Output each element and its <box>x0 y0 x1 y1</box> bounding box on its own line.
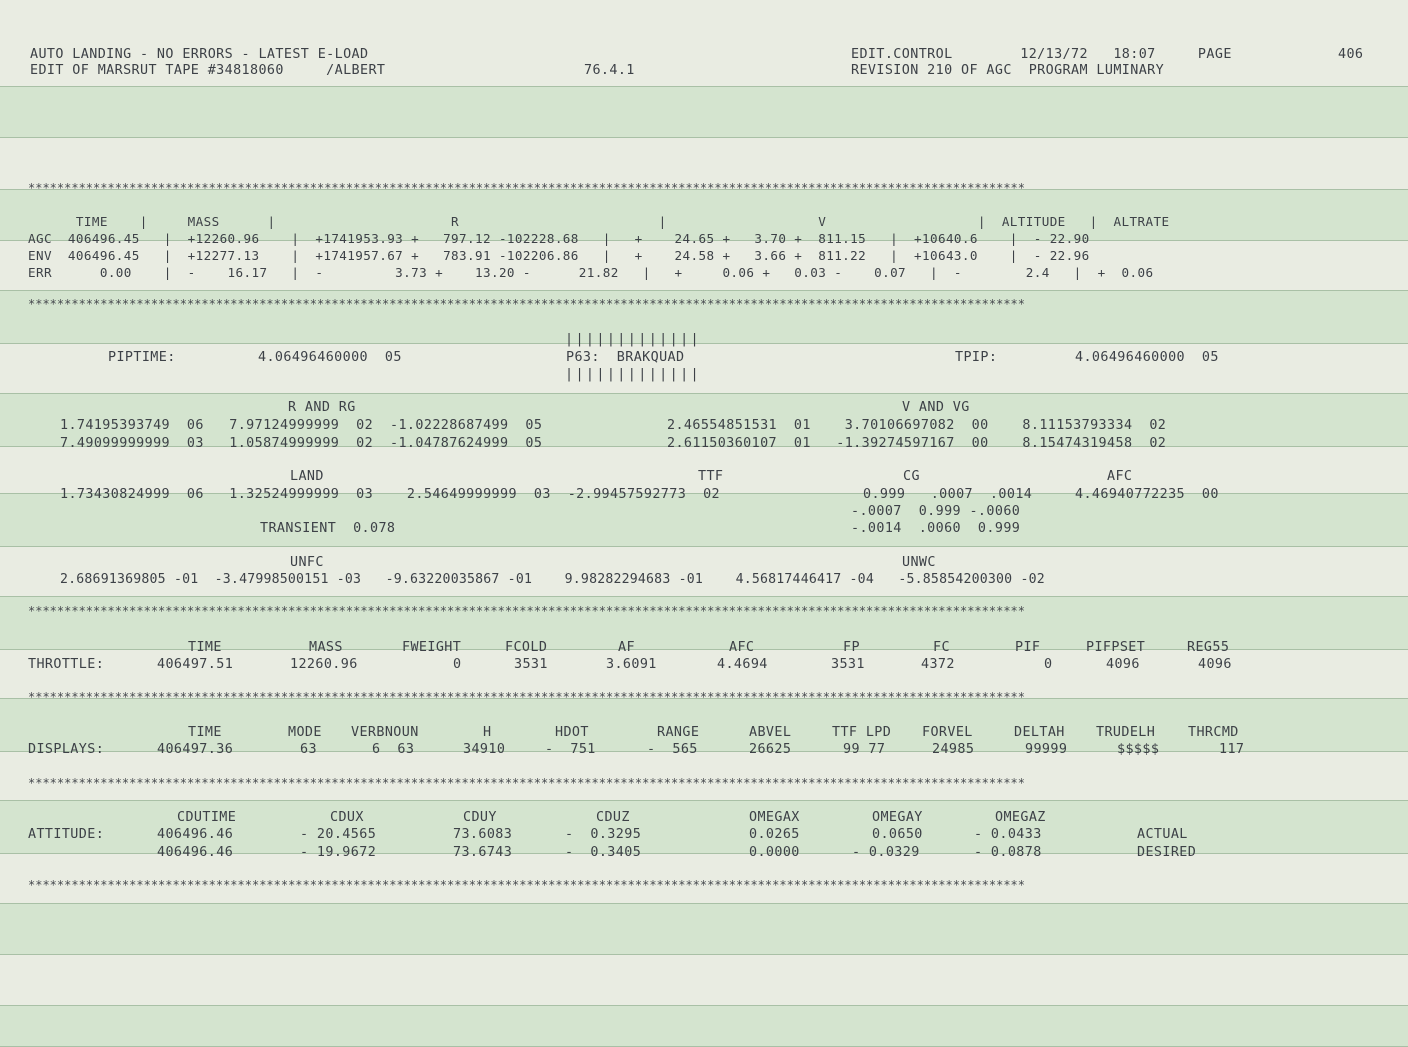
afc-value: 4.46940772235 00 <box>1075 487 1219 502</box>
piptime-value: 4.06496460000 05 <box>258 350 402 365</box>
pip-bars-bottom: ||||||||||||| <box>565 367 702 382</box>
displays-value-trudelh: $$$$$ <box>1117 742 1160 757</box>
v-and-vg-row1: 2.46554851531 01 3.70106697082 00 8.11153793334 02 <box>667 418 1167 433</box>
displays-header-abvel: ABVEL <box>749 725 792 740</box>
throttle-header-mass: MASS <box>309 640 343 655</box>
throttle-header-pif: PIF <box>1015 640 1041 655</box>
attitude-desired-omegax: 0.0000 <box>749 845 800 860</box>
displays-header-time: TIME <box>188 725 222 740</box>
throttle-header-fp: FP <box>843 640 860 655</box>
asterisk-separator: ****************************************************************************************************************************************** <box>28 605 1025 617</box>
asterisk-separator: ****************************************************************************************************************************************** <box>28 298 1025 310</box>
throttle-header-fc: FC <box>933 640 950 655</box>
attitude-actual-cduz: - 0.3295 <box>565 827 642 842</box>
ttf-label: TTF <box>698 469 724 484</box>
displays-value-range: - 565 <box>647 742 698 757</box>
header-left-line1: AUTO LANDING - NO ERRORS - LATEST E-LOAD <box>30 47 369 62</box>
paper-band <box>0 903 1408 955</box>
asterisk-separator: ****************************************************************************************************************************************** <box>28 777 1025 789</box>
attitude-desired-cduy: 73.6743 <box>453 845 513 860</box>
attitude-desired-omegay: - 0.0329 <box>852 845 920 860</box>
attitude-header-cduy: CDUY <box>463 810 497 825</box>
attitude-actual-time: 406496.46 <box>157 827 234 842</box>
asterisk-separator: ****************************************************************************************************************************************** <box>28 879 1025 891</box>
attitude-actual-omegax: 0.0265 <box>749 827 800 842</box>
displays-value-deltah: 99999 <box>1025 742 1068 757</box>
displays-value-hdot: - 751 <box>545 742 596 757</box>
throttle-value-fp: 3531 <box>831 657 865 672</box>
throttle-value-pif: 0 <box>1044 657 1053 672</box>
attitude-desired-omegaz: - 0.0878 <box>974 845 1042 860</box>
displays-header-forvel: FORVEL <box>922 725 973 740</box>
tpip-value: 4.06496460000 05 <box>1075 350 1219 365</box>
v-and-vg-row2: 2.61150360107 01 -1.39274597167 00 8.15474319458 02 <box>667 436 1167 451</box>
throttle-header-reg55: REG55 <box>1187 640 1230 655</box>
throttle-label: THROTTLE: <box>28 657 105 672</box>
throttle-header-af: AF <box>618 640 635 655</box>
state-row-err: ERR 0.00 | - 16.17 | - 3.73 + 13.20 - 21.82 | + 0.06 + 0.03 - 0.07 | - 2.4 | + 0.06 <box>28 265 1154 280</box>
throttle-value-fweight: 0 <box>453 657 462 672</box>
displays-value-h: 34910 <box>463 742 506 757</box>
transient-label: TRANSIENT 0.078 <box>260 521 396 536</box>
displays-header-deltah: DELTAH <box>1014 725 1065 740</box>
paper-band <box>0 86 1408 138</box>
displays-value-ttf-lpd: 99 77 <box>843 742 886 757</box>
attitude-actual-cduy: 73.6083 <box>453 827 513 842</box>
afc-label: AFC <box>1107 469 1133 484</box>
header-right-line2: REVISION 210 OF AGC PROGRAM LUMINARY <box>851 63 1165 78</box>
displays-header-verbnoun: VERBNOUN <box>351 725 419 740</box>
throttle-value-time: 406497.51 <box>157 657 234 672</box>
cg-label: CG <box>903 469 920 484</box>
header-left-line2: EDIT OF MARSRUT TAPE #34818060 /ALBERT <box>30 63 386 78</box>
unwc-label: UNWC <box>902 555 936 570</box>
attitude-actual-cdux: - 20.4565 <box>300 827 377 842</box>
displays-header-ttf-lpd: TTF LPD <box>832 725 892 740</box>
displays-value-thrcmd: 117 <box>1219 742 1245 757</box>
throttle-header-time: TIME <box>188 640 222 655</box>
attitude-label: ATTITUDE: <box>28 827 105 842</box>
pip-bars-top: ||||||||||||| <box>565 332 702 347</box>
throttle-value-af: 3.6091 <box>606 657 657 672</box>
unfc-row: 2.68691369805 -01 -3.47998500151 -03 -9.63220035867 -01 9.98282294683 -01 4.56817446417 -04 -5.85854200300 -02 <box>60 572 1045 587</box>
page-number: 406 <box>1338 47 1364 62</box>
displays-value-forvel: 24985 <box>932 742 975 757</box>
attitude-desired-cdux: - 19.9672 <box>300 845 377 860</box>
throttle-value-mass: 12260.96 <box>290 657 358 672</box>
displays-header-range: RANGE <box>657 725 700 740</box>
land-label: LAND <box>290 469 324 484</box>
attitude-desired-label: DESIRED <box>1137 845 1197 860</box>
cg-row2: -.0007 0.999 -.0060 <box>851 504 1021 519</box>
displays-value-abvel: 26625 <box>749 742 792 757</box>
displays-header-trudelh: TRUDELH <box>1096 725 1156 740</box>
state-row-agc: AGC 406496.45 | +12260.96 | +1741953.93 + 797.12 -102228.68 | + 24.65 + 3.70 + 811.15 | +10640.6 | - 22.90 <box>28 231 1090 246</box>
program-label: P63: BRAKQUAD <box>566 350 685 365</box>
displays-label: DISPLAYS: <box>28 742 105 757</box>
r-and-rg-row1: 1.74195393749 06 7.97124999999 02 -1.02228687499 05 <box>60 418 543 433</box>
attitude-desired-cduz: - 0.3405 <box>565 845 642 860</box>
throttle-value-reg55: 4096 <box>1198 657 1232 672</box>
v-and-vg-label: V AND VG <box>902 400 970 415</box>
land-row: 1.73430824999 06 1.32524999999 03 2.54649999999 03 -2.99457592773 02 <box>60 487 721 502</box>
displays-value-time: 406497.36 <box>157 742 234 757</box>
throttle-value-pifpset: 4096 <box>1106 657 1140 672</box>
displays-header-h: H <box>483 725 492 740</box>
attitude-header-omegax: OMEGAX <box>749 810 800 825</box>
r-and-rg-row2: 7.49099999999 03 1.05874999999 02 -1.04787624999 05 <box>60 436 543 451</box>
throttle-header-fcold: FCOLD <box>505 640 548 655</box>
throttle-value-fc: 4372 <box>921 657 955 672</box>
throttle-value-afc: 4.4694 <box>717 657 768 672</box>
attitude-header-cdux: CDUX <box>330 810 364 825</box>
asterisk-separator: ****************************************************************************************************************************************** <box>28 182 1025 194</box>
attitude-actual-omegaz: - 0.0433 <box>974 827 1042 842</box>
displays-header-mode: MODE <box>288 725 322 740</box>
attitude-header-cdutime: CDUTIME <box>177 810 237 825</box>
header-right-line1: EDIT.CONTROL 12/13/72 18:07 PAGE <box>851 47 1232 62</box>
displays-header-thrcmd: THRCMD <box>1188 725 1239 740</box>
displays-value-verbnoun: 6 63 <box>372 742 415 757</box>
asterisk-separator: ****************************************************************************************************************************************** <box>28 691 1025 703</box>
paper-band <box>0 1005 1408 1047</box>
piptime-label: PIPTIME: <box>108 350 176 365</box>
displays-value-mode: 63 <box>300 742 317 757</box>
throttle-header-afc: AFC <box>729 640 755 655</box>
tpip-label: TPIP: <box>955 350 998 365</box>
throttle-value-fcold: 3531 <box>514 657 548 672</box>
attitude-header-omegaz: OMEGAZ <box>995 810 1046 825</box>
attitude-header-cduz: CDUZ <box>596 810 630 825</box>
attitude-actual-label: ACTUAL <box>1137 827 1188 842</box>
header-center: 76.4.1 <box>584 63 635 78</box>
attitude-desired-time: 406496.46 <box>157 845 234 860</box>
attitude-header-omegay: OMEGAY <box>872 810 923 825</box>
r-and-rg-label: R AND RG <box>288 400 356 415</box>
state-table-header: TIME | MASS | R | V | ALTITUDE | ALTRATE <box>28 214 1170 229</box>
throttle-header-pifpset: PIFPSET <box>1086 640 1146 655</box>
cg-row1: 0.999 .0007 .0014 <box>863 487 1033 502</box>
displays-header-hdot: HDOT <box>555 725 589 740</box>
state-row-env: ENV 406496.45 | +12277.13 | +1741957.67 + 783.91 -102206.86 | + 24.58 + 3.66 + 811.22 | +10643.0 | - 22.96 <box>28 248 1090 263</box>
unfc-label: UNFC <box>290 555 324 570</box>
throttle-header-fweight: FWEIGHT <box>402 640 462 655</box>
attitude-actual-omegay: 0.0650 <box>872 827 923 842</box>
cg-row3: -.0014 .0060 0.999 <box>851 521 1021 536</box>
